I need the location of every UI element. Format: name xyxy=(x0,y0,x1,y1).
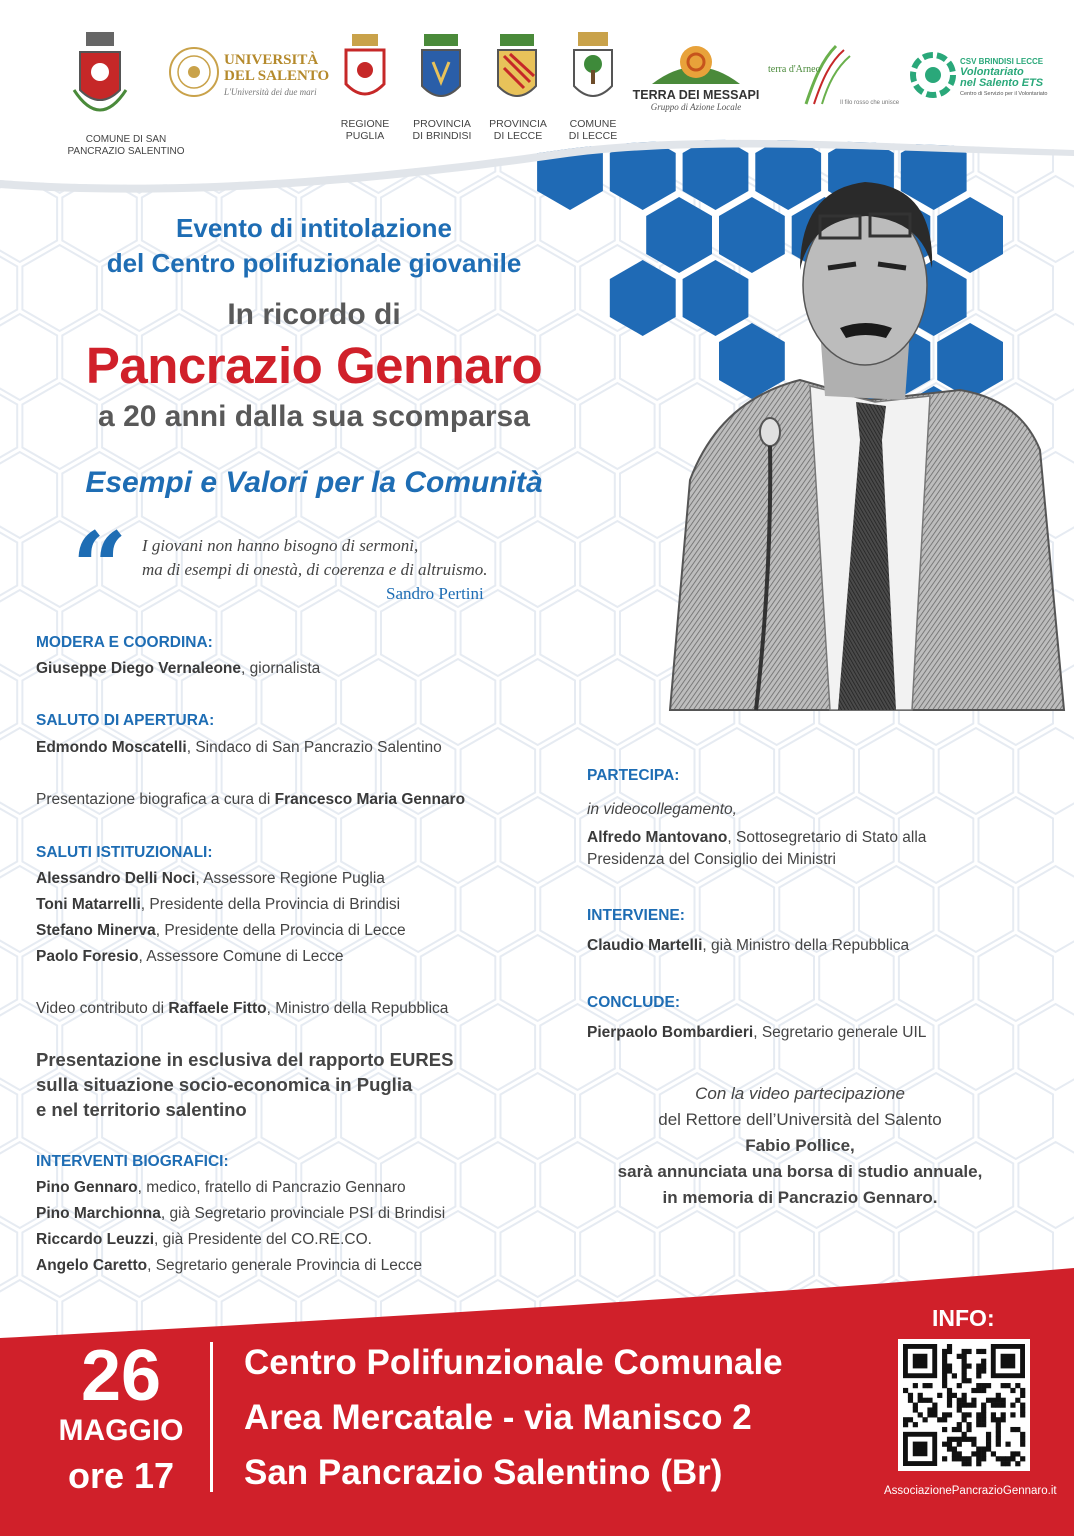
event-day: 26 xyxy=(80,1336,162,1416)
partecipa-mode: in videocollegamento, xyxy=(587,801,737,818)
interventi-item: Riccardo Leuzzi, già Presidente del CO.RE.CO. xyxy=(36,1231,372,1248)
partecipa-line: Alfredo Mantovano, Sottosegretario di Stato alla xyxy=(587,829,927,846)
saluti-item: Stefano Minerva, Presidente della Provincia di Lecce xyxy=(36,922,406,939)
quote-mark-icon: “ xyxy=(72,511,128,624)
modera-line: Giuseppe Diego Vernaleone, giornalista xyxy=(36,660,321,677)
event-title-line-1: Evento di intitolazione xyxy=(176,213,452,243)
partecipa-heading: PARTECIPA: xyxy=(587,767,680,784)
csv-line-2: Volontariato xyxy=(960,66,1024,78)
university-tagline: L'Università dei due mari xyxy=(224,87,317,97)
quote-line-1: I giovani non hanno bisogno di sermoni, xyxy=(142,536,419,555)
caption-lecce-l2: DI LECCE xyxy=(493,130,543,142)
csv-line-3: nel Salento ETS xyxy=(960,77,1044,89)
terra-arneo-sub: Il filo rosso che unisce xyxy=(840,100,900,106)
caption-lecce-l1: PROVINCIA xyxy=(489,118,547,130)
caption-brindisi-l1: PROVINCIA xyxy=(413,118,471,130)
interventi-item: Pino Marchionna, già Segretario provinciale PSI di Brindisi xyxy=(36,1205,446,1222)
saluti-item: Toni Matarrelli, Presidente della Provincia di Brindisi xyxy=(36,896,401,913)
location-line-3: San Pancrazio Salentino (Br) xyxy=(244,1453,723,1492)
eures-presentation: Presentazione in esclusiva del rapporto EURES sulla situazione socio-economica in Puglia e nel territorio salentino xyxy=(36,1049,454,1120)
partecipa-line-2: Presidenza del Consiglio dei Ministri xyxy=(587,851,836,868)
location-line-2: Area Mercatale - via Manisco 2 xyxy=(244,1398,752,1437)
event-time: ore 17 xyxy=(67,1455,175,1496)
honoree-name: Pancrazio Gennaro xyxy=(85,337,543,394)
interviene-line: Claudio Martelli, già Ministro della Repubblica xyxy=(587,937,910,954)
quote-line-2: ma di esempi di onestà, di coerenza e di altruismo. xyxy=(142,560,488,579)
event-month: MAGGIO xyxy=(58,1414,184,1447)
interventi-heading: INTERVENTI BIOGRAFICI: xyxy=(36,1153,229,1170)
event-title-line-2: del Centro polifuzionale giovanile xyxy=(106,248,522,278)
footer-divider xyxy=(210,1342,213,1492)
saluti-heading: SALUTI ISTITUZIONALI: xyxy=(36,844,213,861)
caption-regione-l1: REGIONE xyxy=(340,118,390,130)
university-title-1: UNIVERSITÀ xyxy=(224,52,319,68)
borsa-di-studio-note: Con la video partecipazione del Rettore dell’Università del Salento Fabio Pollice, sarà annunciata una borsa di studio annuale, in memoria di Pancrazio Gennaro. xyxy=(617,1084,983,1207)
caption-comune-lecce-l1: COMUNE xyxy=(569,118,617,130)
in-ricordo-di: In ricordo di xyxy=(227,298,401,331)
modera-heading: MODERA E COORDINA: xyxy=(36,634,213,651)
caption-san-pancrazio: COMUNE DI SAN PANCRAZIO SALENTINO xyxy=(67,134,185,157)
terra-arneo-title: terra d'Arneo xyxy=(768,64,821,75)
saluto-line: Edmondo Moscatelli, Sindaco di San Pancrazio Salentino xyxy=(36,739,442,756)
video-contributo-line: Video contributo di Raffaele Fitto, Ministro della Repubblica xyxy=(36,1000,449,1017)
qr-code-icon[interactable] xyxy=(898,1339,1030,1471)
quote-author: Sandro Pertini xyxy=(386,584,484,603)
event-motto: Esempi e Valori per la Comunità xyxy=(85,466,543,499)
website-url[interactable]: AssociazionePancrazioGennaro.it xyxy=(884,1485,1057,1497)
university-title-2: DEL SALENTO xyxy=(224,68,330,84)
anniversary-line: a 20 anni dalla sua scomparsa xyxy=(98,400,530,433)
saluto-heading: SALUTO DI APERTURA: xyxy=(36,712,215,729)
conclude-line: Pierpaolo Bombardieri, Segretario generale UIL xyxy=(587,1024,927,1041)
interventi-item: Pino Gennaro, medico, fratello di Pancrazio Gennaro xyxy=(36,1179,406,1196)
presentazione-line: Presentazione biografica a cura di Francesco Maria Gennaro xyxy=(36,791,466,808)
terra-messapi-title: TERRA DEI MESSAPI xyxy=(632,88,760,102)
csv-line-1: CSV BRINDISI LECCE xyxy=(960,57,1044,66)
terra-messapi-sub: Gruppo di Azione Locale xyxy=(650,102,742,112)
interventi-item: Angelo Caretto, Segretario generale Provincia di Lecce xyxy=(36,1257,422,1274)
saluti-item: Alessandro Delli Noci, Assessore Regione Puglia xyxy=(36,870,385,887)
caption-brindisi-l2: DI BRINDISI xyxy=(412,130,472,142)
interviene-heading: INTERVIENE: xyxy=(587,907,685,924)
csv-line-4: Centro di Servizio per il Volontariato xyxy=(960,91,1048,97)
caption-regione-l2: PUGLIA xyxy=(345,130,385,142)
caption-comune-lecce-l2: DI LECCE xyxy=(568,130,618,142)
saluti-item: Paolo Foresio, Assessore Comune di Lecce xyxy=(36,948,344,965)
location-line-1: Centro Polifunzionale Comunale xyxy=(244,1343,783,1382)
info-label: INFO: xyxy=(932,1305,995,1331)
conclude-heading: CONCLUDE: xyxy=(587,994,680,1011)
